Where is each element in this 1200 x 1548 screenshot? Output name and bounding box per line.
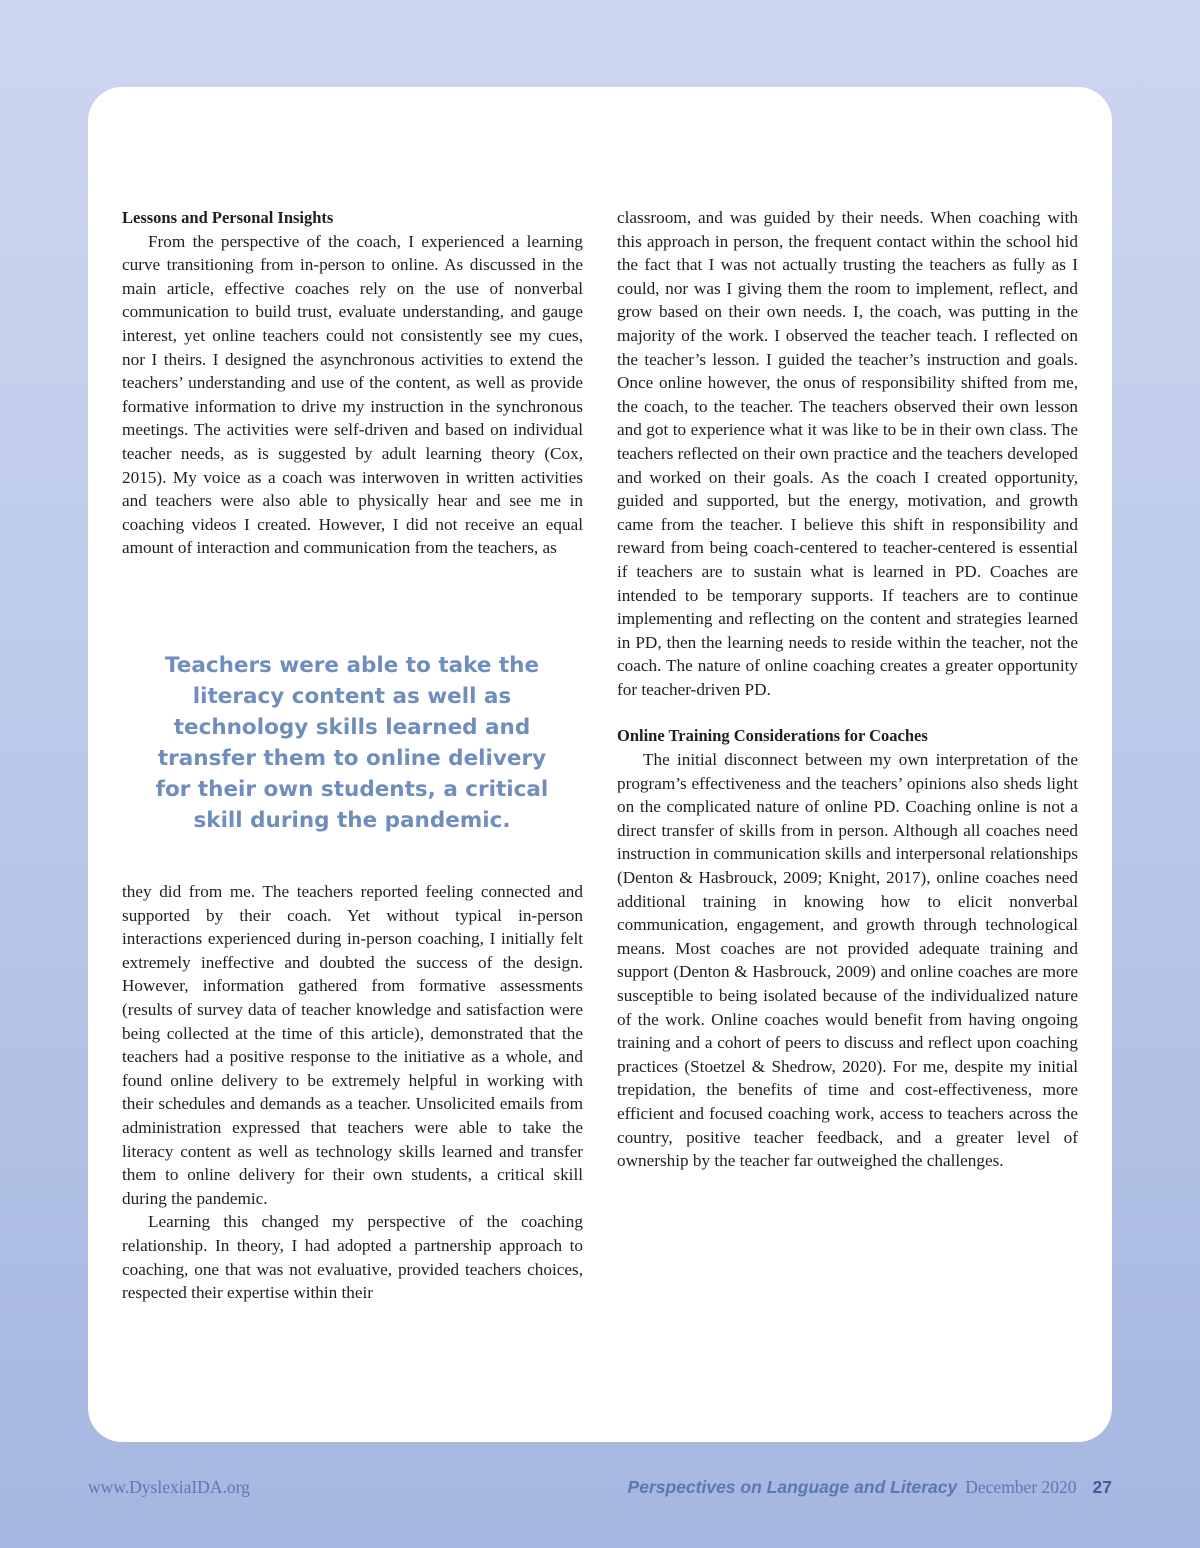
section-heading-lessons: Lessons and Personal Insights: [122, 208, 334, 227]
footer-website-link[interactable]: www.DyslexiaIDA.org: [88, 1477, 250, 1497]
column-right: [617, 206, 1078, 1173]
page-number: 27: [1092, 1477, 1112, 1497]
paragraph: they did from me. The teachers reported feeling connected and supported by their coach. Yet without typical in-person interactions experienced during in-person coaching, I initially felt extremely ineffective and doubted the success of the design. However, information gathered from formative assessments (results of survey data of teacher knowledge and satisfaction were being collected at the time of this article), demonstrated that the teachers had a positive response to the initiative as a whole, and found online delivery to be extremely helpful in working with their schedules and demands as a teacher. Unsolicited emails from administration expressed that teachers were able to take the literacy content as well as technology skills learned and transfer them to online delivery for their own students, a critical skill during the pandemic.: [122, 882, 583, 1208]
paragraph: classroom, and was guided by their needs. When coaching with this approach in person, the frequent contact within the school hid the fact that I was not actually trusting the teachers as fully as I could, nor was I giving them the room to implement, reflect, and grow based on their own needs. I, the coach, was putting in the majority of the work. I observed the teacher teach. I reflected on the teacher’s lesson. I guided the teacher’s instruction and goals. Once online however, the onus of responsibility shifted from me, the coach, to the teacher. The teachers observed their own lesson and got to experience what it was like to be in their own class. The teachers reflected on their own practice and the teachers developed and worked on their goals. As the coach I created opportunity, guided and supported, but the energy, motivation, and growth came from the teacher. I believe this shift in responsibility and reward from being coach-centered to teacher-centered is essential if teachers are to sustain what is learned in PD. Coaches are intended to be temporary supports. If teachers are to continue implementing and reflecting on the content and strategies learned in PD, then the learning needs to reside within the teacher, not the coach. The nature of online coaching creates a greater opportunity for teacher-driven PD.: [617, 208, 1078, 699]
column-left-top: [122, 206, 583, 560]
paragraph: From the perspective of the coach, I experienced a learning curve transitioning from in-person to online. As discussed in the main article, effective coaches rely on the use of nonverbal communication to build trust, evaluate understanding, and gauge interest, yet online teachers could not consistently see my cues, nor I theirs. I designed the asynchronous activities to extend the teachers’ understanding and use of the content, as well as provide formative information to drive my instruction in the synchronous meetings. The activities were self-driven and based on individual teacher needs, as is suggested by adult learning theory (Cox, 2015). My voice as a coach was interwoven in written activities and teachers were also able to physically hear and see me in coaching videos I created. However, I did not receive an equal amount of interaction and communication from the teachers, as: [122, 231, 583, 558]
column-left-bottom: [122, 880, 583, 1305]
publication-title: Perspectives on Language and Literacy: [627, 1477, 958, 1497]
issue-date: December 2020: [965, 1477, 1077, 1497]
paragraph: Learning this changed my perspective of the coaching relationship. In theory, I had adopted a partnership approach to coaching, one that was not evaluative, provided teachers choices, respected their expertise within their: [122, 1212, 583, 1303]
section-heading-online-training: Online Training Considerations for Coaches: [617, 726, 928, 746]
footer-publication-info: [628, 1474, 1112, 1500]
pull-quote: Teachers were able to take the literacy content as well as technology skills learned and transfer them to online delivery for their own students, a critical skill during the pandemic.: [155, 653, 549, 833]
paragraph: The initial disconnect between my own interpretation of the program’s effectiveness and the teachers’ opinions also sheds light on the complicated nature of online PD. Coaching online is not a direct transfer of skills from in person. Although all coaches need instruction in communication skills and interpersonal relationships (Denton & Hasbrouck, 2009; Knight, 2017), online coaches need additional training in knowing how to elicit nonverbal communication, engagement, and growth through technological means. Most coaches are not provided adequate training and support (Denton & Hasbrouck, 2009) and online coaches are more susceptible to being isolated because of the individualized nature of the work. Online coaches would benefit from having ongoing training and a cohort of peers to discuss and reflect upon coaching practices (Stoetzel & Shedrow, 2020). For me, despite my initial trepidation, the benefits of time and cost-effectiveness, more efficient and focused coaching work, access to teachers across the country, positive teacher feedback, and a greater level of ownership by the teacher far outweighed the challenges.: [617, 750, 1078, 1171]
